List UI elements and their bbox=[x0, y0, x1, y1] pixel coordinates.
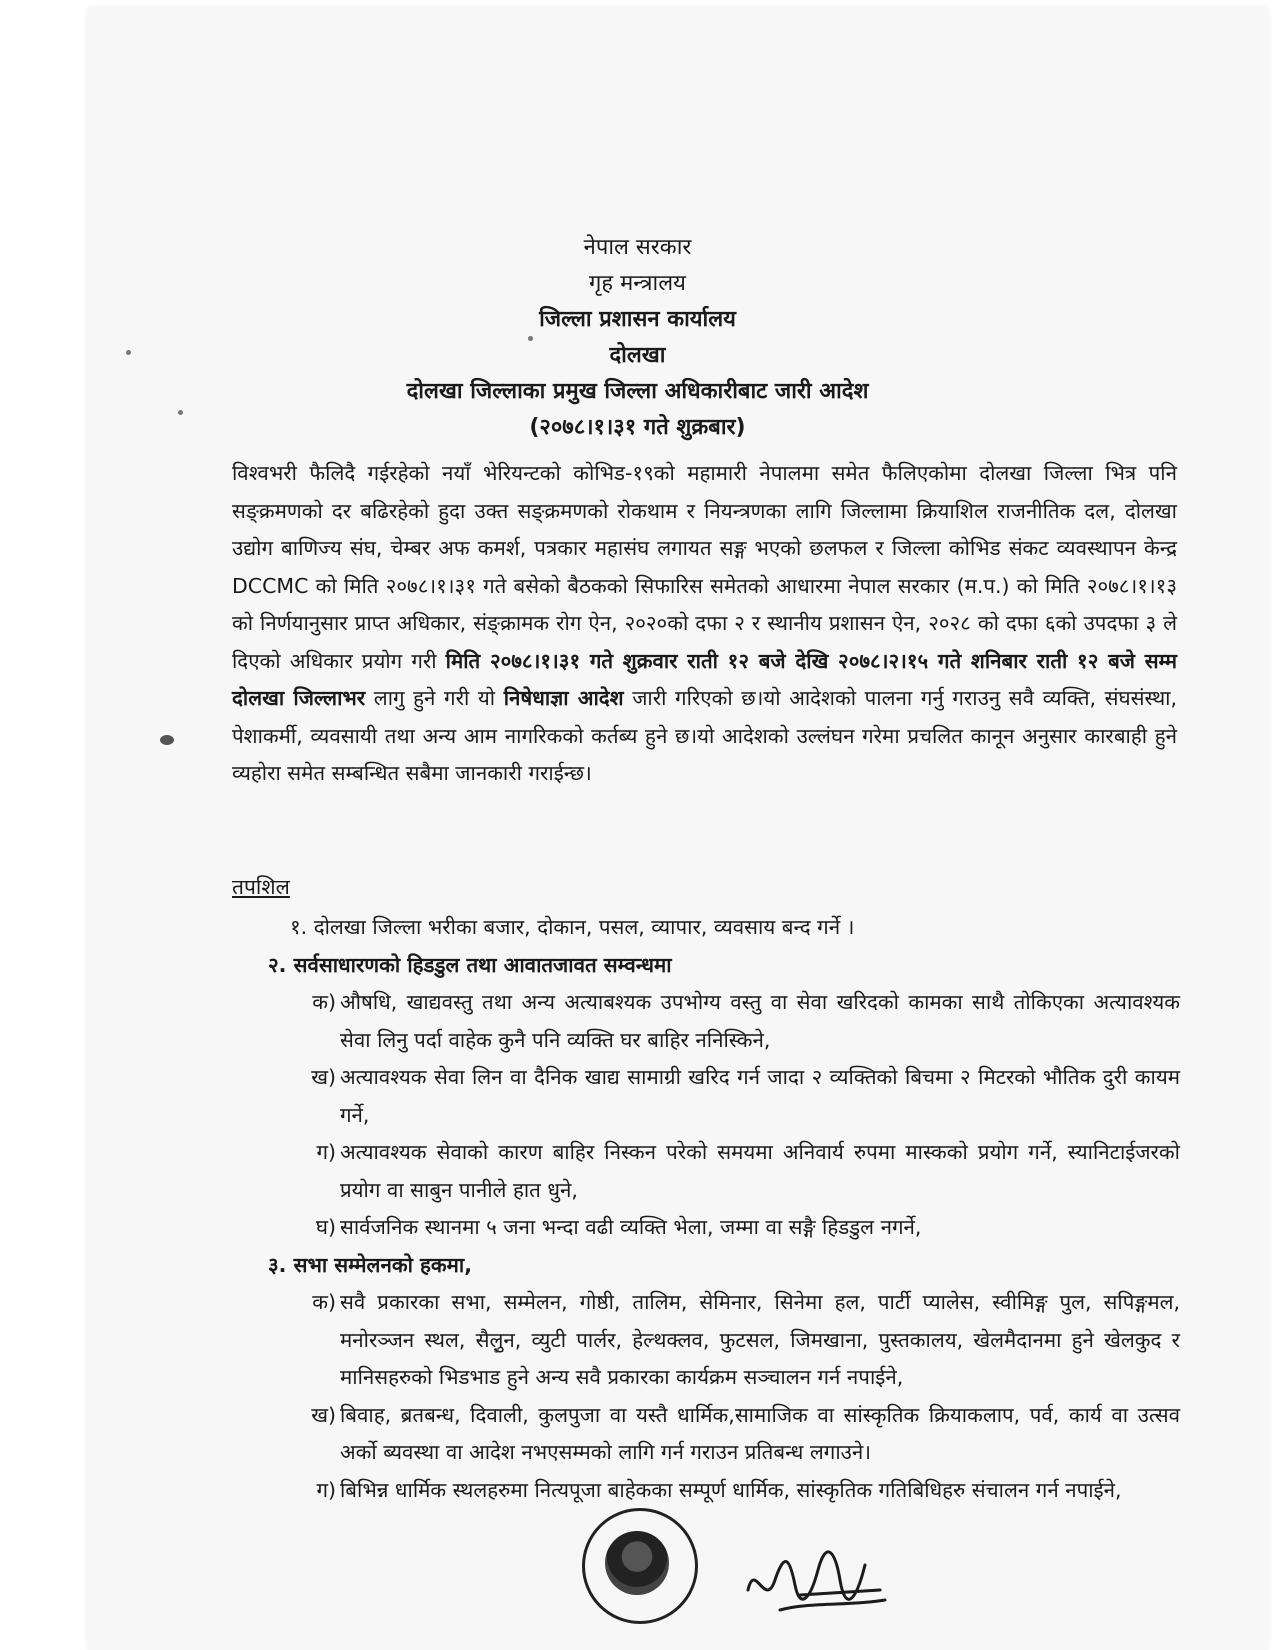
list-item bbox=[268, 984, 1180, 1059]
body-text-part2: लागु हुने गरी यो bbox=[365, 686, 504, 710]
item-1: १. दोलखा जिल्ला भरीका बजार, दोकान, पसल, व्यापार, व्यवसाय बन्द गर्ने । bbox=[290, 915, 855, 939]
item-text: बिभिन्न धार्मिक स्थलहरुमा नित्यपूजा बाहेकका सम्पूर्ण धार्मिक, सांस्कृतिक गतिबिधिहरु संचालन गर्न नपाईने, bbox=[340, 1477, 1122, 1502]
header-office: जिल्ला प्रशासन कार्यालय bbox=[539, 307, 736, 332]
item-marker: ग) bbox=[316, 1477, 336, 1502]
signature bbox=[740, 1540, 890, 1620]
header-district: दोलखा bbox=[609, 343, 666, 368]
item-text: सवै प्रकारका सभा, सम्मेलन, गोष्ठी, तालिम, सेमिनार, सिनेमा हल, पार्टी प्यालेस, स्वीमिङ्ग पुल, सपिङ्गमल, मनोरञ्जन स्थल, सैलुन, व्युटी पार्लर, हेल्थक्लव, फुटसल, जिमखाना, पुस्तकालय, खेलमैदानमा हुने खेलकुद र मानिसहरुको भिडभाड हुने अन्य सवै प्रकारका कार्यक्रम सञ्चालन गर्न नपाईने, bbox=[340, 1290, 1180, 1389]
item-text: सार्वजनिक स्थानमा ५ जना भन्दा वढी व्यक्ति भेला, जम्मा वा सङ्गै हिडडुल नगर्ने, bbox=[340, 1215, 922, 1239]
document-title: दोलखा जिल्लाका प्रमुख जिल्ला अधिकारीबाट जारी आदेश bbox=[406, 379, 869, 404]
item-text: अत्यावश्यक सेवा लिन वा दैनिक खाद्य सामाग्री खरिद गर्न जादा २ व्यक्तिको बिचमा २ मिटरको भौतिक दुरी कायम गर्ने, bbox=[340, 1065, 1180, 1127]
list-item bbox=[268, 1059, 1180, 1134]
item-2-list bbox=[268, 984, 1180, 1247]
body-order-name: निषेधाज्ञा आदेश bbox=[503, 686, 624, 710]
item-marker: क) bbox=[312, 1290, 336, 1314]
document-header bbox=[0, 230, 1275, 446]
list-item bbox=[268, 1134, 1180, 1209]
item-marker: ख) bbox=[311, 1065, 336, 1089]
item-text: बिवाह, ब्रतबन्ध, दिवाली, कुलपुजा वा यस्तै धार्मिक,सामाजिक वा सांस्कृतिक क्रियाकलाप, पर्व, कार्य वा उत्सव अर्को ब्यवस्था वा आदेश नभएसम्मको लागि गर्न गराउन प्रतिबन्ध लगाउने। bbox=[340, 1402, 1180, 1464]
item-marker: क) bbox=[312, 990, 336, 1014]
list-item bbox=[268, 1397, 1180, 1472]
body-paragraph bbox=[232, 455, 1177, 793]
item-3-list bbox=[268, 1284, 1180, 1509]
list-item bbox=[268, 1472, 1180, 1510]
body-text-part3: जारी गरिएको छ।यो आदेशको पालना गर्नु गराउनु सवै व्यक्ति, संघसंस्था, पेशाकर्मी, व्यवसायी तथा अन्य आम नागरिकको कर्तब्य हुने छ।यो आदेशको उल्लंघन गरेमा प्रचलित कानून अनुसार कारबाही हुने व्यहोरा समेत सम्बन्धित सबैमा जानकारी गराईन्छ। bbox=[232, 686, 1177, 785]
item-text: औषधि, खाद्यवस्तु तथा अन्य अत्याबश्यक उपभोग्य वस्तु वा सेवा खरिदको कामका साथै तोकिएका अत्यावश्यक सेवा लिनु पर्दा वाहेक कुनै पनि व्यक्ति घर बाहिर ननिस्किने, bbox=[340, 990, 1180, 1052]
document-date: (२०७८।१।३१ गते शुक्रबार) bbox=[529, 415, 746, 440]
list-item bbox=[268, 1209, 1180, 1247]
section-title: तपशिल bbox=[232, 875, 290, 899]
item-marker: घ) bbox=[315, 1215, 336, 1239]
item-2-heading: २. सर्वसाधारणको हिडडुल तथा आवातजावत सम्वन्धमा bbox=[268, 952, 672, 977]
order-items bbox=[268, 909, 1180, 1509]
body-text-part1: विश्वभरी फैलिदै गईरहेको नयाँ भेरियन्टको कोभिड-१९को महामारी नेपालमा समेत फैलिएकोमा दोलखा जिल्ला भित्र पनि सङ्क्रमणको दर बढिरहेको हुदा उक्त सङ्क्रमणको रोकथाम र नियन्त्रणका लागि जिल्लामा क्रियाशिल राजनीतिक दल, दोलखा उद्योग बाणिज्य संघ, चेम्बर अफ कमर्श, पत्रकार महासंघ लगायत सङ्ग भएको छलफल र जिल्ला कोभिड संकट व्यवस्थापन केन्द्र DCCMC को मिति २०७८।१।३१ गते बसेको बैठकको सिफारिस समेतको आधारमा नेपाल सरकार (म.प.) को मिति २०७८।१।१३ को निर्णयानुसार प्राप्त अधिकार, संङ्क्रामक रोग ऐन, २०२०को दफा २ र स्थानीय प्रशासन ऐन, २०२८ को दफा ६को उपदफा ३ ले दिएको अधिकार प्रयोग गरी bbox=[232, 461, 1177, 673]
official-seal bbox=[582, 1508, 698, 1624]
body-date-range: मिति २०७८।१।३१ गते शुक्रवार राती १२ बजे देखि २०७८।२।१५ गते शनिबार राती १२ बजे सम्म दोलखा जिल्लाभर bbox=[232, 648, 1177, 710]
item-marker: ख) bbox=[311, 1402, 336, 1427]
item-marker: ग) bbox=[316, 1140, 336, 1164]
header-government: नेपाल सरकार bbox=[583, 235, 692, 260]
item-text: अत्यावश्यक सेवाको कारण बाहिर निस्कन परेको समयमा अनिवार्य रुपमा मास्कको प्रयोग गर्ने, स्यानिटाईजरको प्रयोग वा साबुन पानीले हात धुने, bbox=[340, 1140, 1180, 1202]
item-3-heading: ३. सभा सम्मेलनको हकमा, bbox=[268, 1252, 472, 1277]
header-ministry: गृह मन्त्रालय bbox=[589, 271, 686, 296]
list-item bbox=[268, 1284, 1180, 1397]
